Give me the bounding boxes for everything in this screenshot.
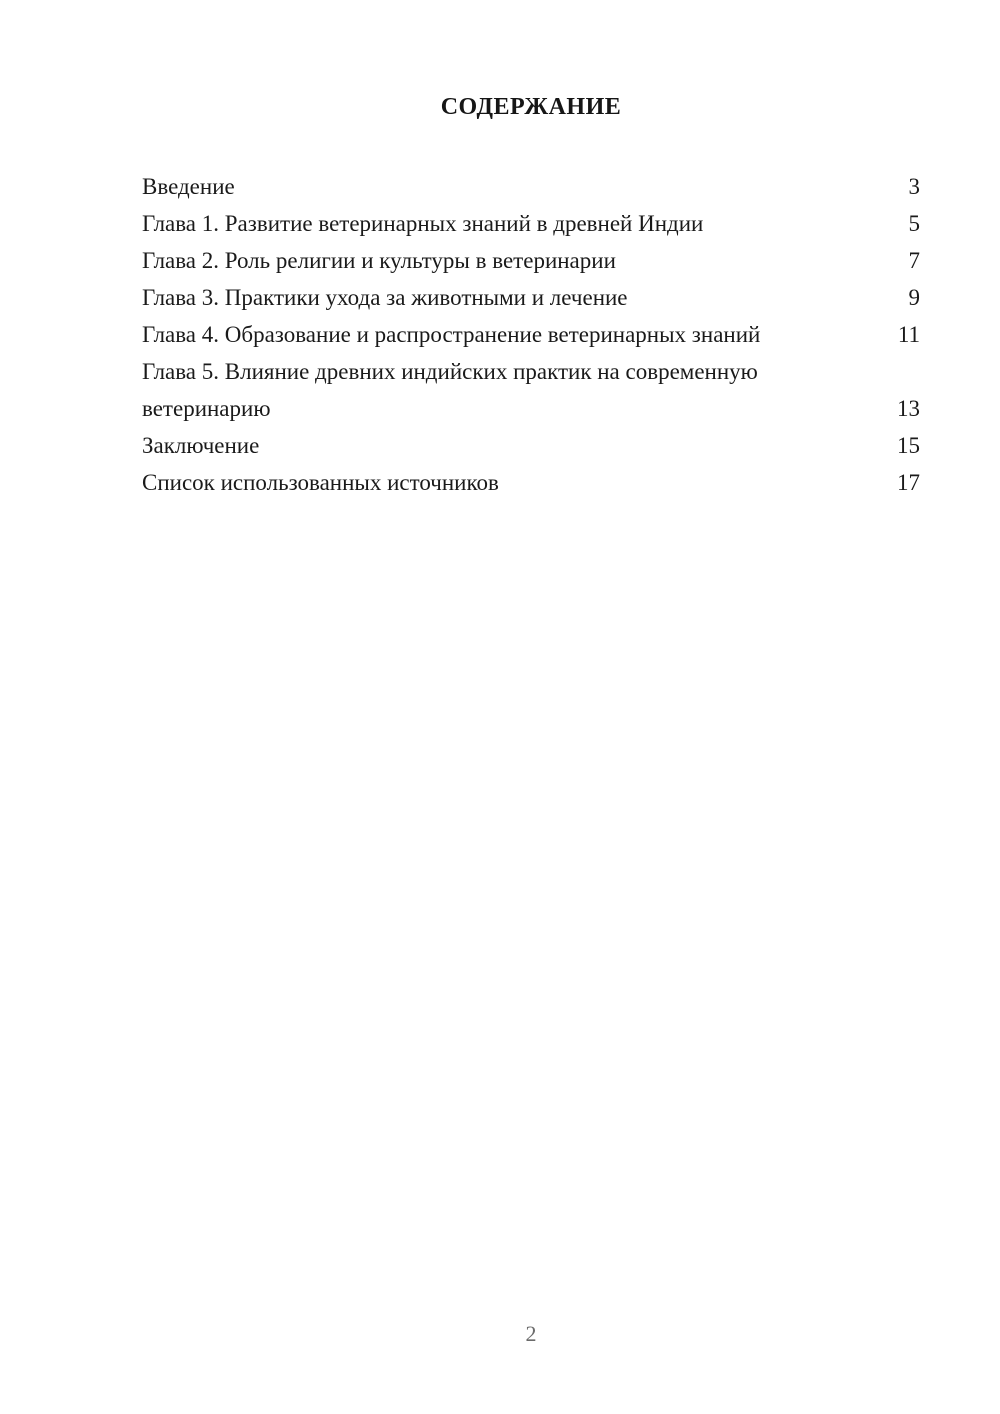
toc-entry-label: Заключение	[142, 433, 260, 458]
toc-entry-page: 7	[908, 248, 920, 273]
footer-page-number: 2	[525, 1321, 537, 1346]
toc-entry-page: 5	[908, 211, 920, 236]
toc-entry-label: Глава 3. Практики ухода за животными и лечение	[142, 285, 628, 310]
toc-entry-page: 13	[897, 396, 920, 421]
toc-entry-page: 17	[897, 470, 920, 495]
toc-entry-label: Список использованных источников	[142, 470, 499, 495]
page-title: СОДЕРЖАНИЕ	[440, 94, 622, 120]
toc-entry	[142, 464, 920, 501]
toc-entry	[142, 279, 920, 316]
toc-entry-page: 9	[908, 285, 920, 310]
toc-entry-label: Глава 2. Роль религии и культуры в ветеринарии	[142, 248, 616, 273]
toc-entry-label: Введение	[142, 174, 235, 199]
toc-entry-page: 15	[897, 433, 920, 458]
toc-entry	[142, 316, 920, 353]
toc-entry	[142, 205, 920, 242]
toc-entry	[142, 168, 920, 205]
toc-entry	[142, 427, 920, 464]
toc-entry-page: 3	[908, 174, 920, 199]
toc-entry	[142, 353, 920, 427]
toc-entry-page: 11	[897, 322, 920, 347]
toc-entry	[142, 242, 920, 279]
toc-entry-label: Глава 5. Влияние древних индийских практик на современную ветеринарию	[142, 359, 758, 421]
toc-entry-label: Глава 1. Развитие ветеринарных знаний в древней Индии	[142, 211, 704, 236]
toc-entry-label: Глава 4. Образование и распространение ветеринарных знаний	[142, 322, 761, 347]
toc-list	[142, 168, 920, 501]
